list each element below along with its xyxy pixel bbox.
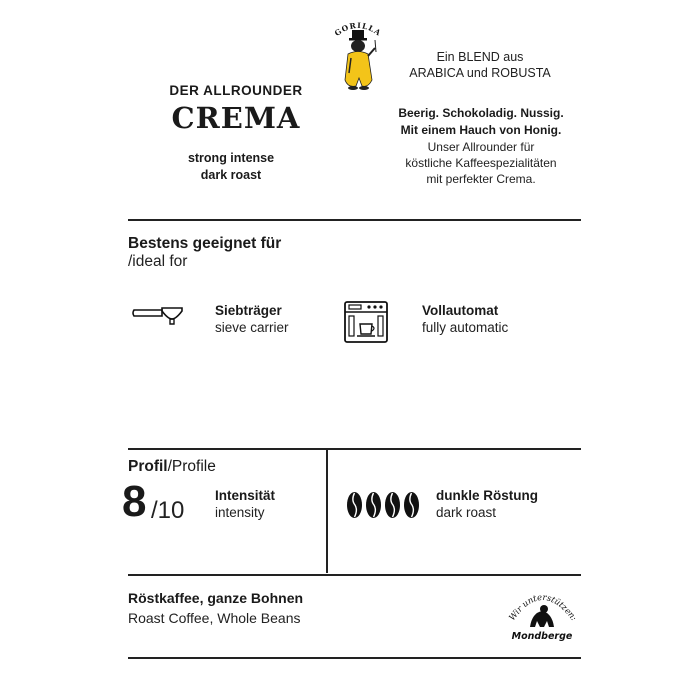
method-subtitle-sieve: sieve carrier (215, 320, 289, 335)
coffee-machine-icon (343, 300, 389, 344)
roast-desc-line-1: strong intense (187, 151, 275, 165)
roast-sublabel: dark roast (436, 505, 497, 520)
divider-top (128, 219, 581, 221)
flavor-notes (375, 105, 587, 139)
blend-line-1: Ein BLEND aus (436, 50, 524, 64)
intensity-max: /10 (151, 497, 185, 524)
product-subtitle: DER ALLROUNDER (169, 83, 303, 98)
blend-line-2: ARABICA und ROBUSTA (409, 66, 551, 80)
roast-desc-line-2: dark roast (200, 168, 262, 182)
description-line-3: mit perfekter Crema. (426, 172, 536, 186)
ideal-for-heading: Bestens geeignet für (128, 235, 282, 252)
intensity-value: 8 (122, 477, 147, 526)
product-description (375, 139, 587, 187)
roast-level-beans (346, 491, 422, 524)
method-title-automatic: Vollautomat (422, 303, 499, 318)
coffee-bean-icon (346, 491, 363, 519)
svg-text:GORILLA: GORILLA (332, 20, 384, 38)
mondberge-logo (502, 583, 582, 645)
profile-vertical-divider (326, 449, 328, 573)
profile-heading-bold: Profil (128, 458, 168, 475)
description-line-1: Unser Allrounder für (427, 140, 535, 154)
flavor-line-2: Mit einem Hauch von Honig. (400, 123, 562, 137)
blend-info (390, 49, 570, 81)
roast-description (145, 150, 317, 184)
svg-text:Wir unterstützen:: Wir unterstützen: (507, 592, 579, 624)
mondberge-name: Mondberge (511, 631, 573, 642)
coffee-type: Röstkaffee, ganze Bohnen (128, 590, 304, 606)
intensity-sublabel: intensity (215, 505, 265, 520)
divider-bottom (128, 574, 581, 576)
coffee-type-english: Roast Coffee, Whole Beans (128, 610, 301, 626)
intensity-label: Intensität (215, 488, 276, 503)
flavor-line-1: Beerig. Schokoladig. Nussig. (398, 106, 564, 120)
divider-final (128, 657, 581, 659)
product-title: CREMA (171, 101, 301, 135)
method-subtitle-automatic: fully automatic (422, 320, 509, 335)
roast-label: dunkle Röstung (436, 488, 538, 503)
divider-middle (128, 448, 581, 450)
coffee-bean-icon (365, 491, 382, 519)
coffee-bean-icon (384, 491, 401, 519)
description-line-2: köstliche Kaffeespezialitäten (405, 156, 557, 170)
portafilter-icon (132, 302, 184, 326)
method-title-sieve: Siebträger (215, 303, 282, 318)
coffee-bean-icon (403, 491, 420, 519)
profile-heading-rest: /Profile (167, 458, 216, 475)
ideal-for-subheading: /ideal for (128, 253, 188, 270)
logo-arc-text (330, 17, 386, 41)
profile-heading (128, 458, 216, 476)
